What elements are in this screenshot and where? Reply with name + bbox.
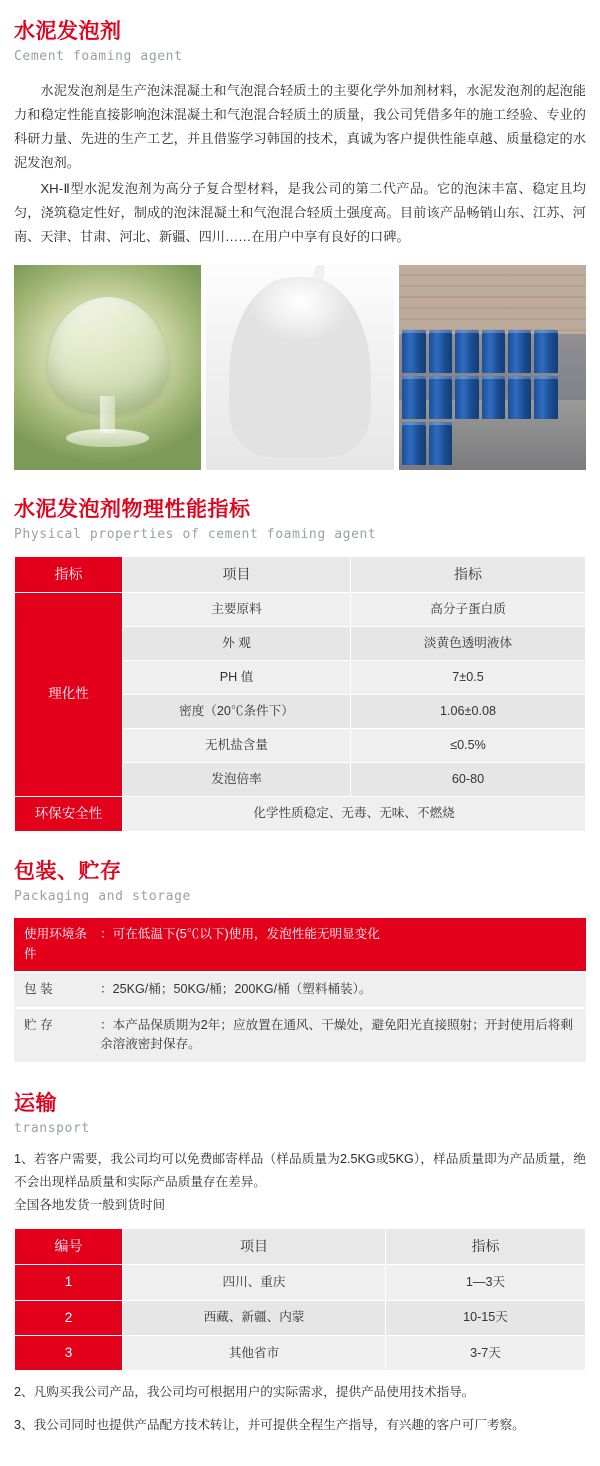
cell-region: 四川、重庆 — [123, 1265, 386, 1300]
barrel — [429, 330, 452, 373]
table-header-row — [15, 557, 586, 593]
header-cell-item: 项目 — [123, 557, 351, 593]
cell-value: 高分子蛋白质 — [351, 593, 586, 627]
cell-item: 无机盐含量 — [123, 728, 351, 762]
physical-properties-table-wrap — [14, 556, 586, 832]
cell-value: 1.06±0.08 — [351, 694, 586, 728]
barrel — [429, 376, 452, 419]
physical-properties-title: 水泥发泡剂物理性能指标 — [14, 497, 251, 521]
intro-paragraph-2: XH-Ⅱ型水泥发泡剂为高分子复合型材料，是我公司的第二代产品。它的泡沫丰富、稳定且均匀，浇筑稳定性好，制成的泡沫混凝土和气泡混合轻质土强度高。目前该产品畅销山东、江苏、河南、天津、甘肃、河北、新疆、四川……在用户中享有良好的口碑。 — [14, 180, 586, 244]
barrel — [455, 330, 478, 373]
cell-value: 60-80 — [351, 762, 586, 796]
cell-value: ≤0.5% — [351, 728, 586, 762]
photo-white-foam — [206, 265, 393, 470]
table-row — [15, 1300, 586, 1335]
photo-blue-barrels-warehouse — [399, 265, 586, 470]
transport-section — [0, 1090, 600, 1437]
cell-item: 发泡倍率 — [123, 762, 351, 796]
foam-mound-shape — [229, 277, 371, 457]
cell-duration: 1—3天 — [386, 1265, 586, 1300]
barrel — [402, 330, 425, 373]
barrel — [534, 376, 557, 419]
transport-note-3: 2、凡购买我公司产品，我公司均可根据用户的实际需求，提供产品使用技术指导。 — [14, 1385, 475, 1400]
cell-number: 3 — [15, 1335, 123, 1370]
packaging-rows — [14, 918, 586, 1064]
page-title-english: Cement foaming agent — [14, 49, 183, 65]
barrel — [402, 376, 425, 419]
barrel — [508, 376, 531, 419]
packaging-row-package — [14, 973, 586, 1009]
product-photo-strip — [0, 265, 600, 470]
packaging-text-package: ：25KG/桶；50KG/桶；200KG/桶（塑料桶装）。 — [100, 982, 372, 997]
barrel — [429, 422, 452, 465]
packaging-title: 包装、贮存 — [14, 859, 122, 883]
footer-value-environmental-safety: 化学性质稳定、无毒、无味、不燃烧 — [123, 796, 586, 831]
packaging-row-storage — [14, 1009, 586, 1064]
packaging-text-storage: ：本产品保质期为2年；应放置在通风、干燥处，避免阳光直接照射；开封使用后将剩余溶液密封保存。 — [100, 1017, 573, 1052]
packaging-title-english: Packaging and storage — [14, 889, 191, 905]
cell-value: 淡黄色透明液体 — [351, 627, 586, 661]
intro-paragraph-1: 水泥发泡剂是生产泡沫混凝土和气泡混合轻质土的主要化学外加剂材料，水泥发泡剂的起泡能力和稳定性能直接影响泡沫混凝土和气泡混合轻质土的质量，我公司凭借多年的施工经验、专业的科研力量、先进的生产工艺，并且借鉴学习韩国的技术，真诚为客户提供性能卓越、质量稳定的水泥发泡剂。 — [14, 82, 586, 170]
transport-table-wrap — [14, 1228, 586, 1371]
transport-title-english: transport — [14, 1121, 90, 1137]
glass-stem-shape — [100, 396, 115, 433]
packaging-section — [0, 858, 600, 1064]
header-cell-region: 项目 — [123, 1229, 386, 1265]
transport-note-1: 1、若客户需要，我公司均可以免费邮寄样品（样品质量为2.5KG或5KG），样品质量即为产品质量，绝不会出现样品质量和实际产品质量存在差异。 — [14, 1152, 586, 1190]
cell-region: 西藏、新疆、内蒙 — [123, 1300, 386, 1335]
cell-duration: 3-7天 — [386, 1335, 586, 1370]
transport-table — [14, 1228, 586, 1371]
cell-item: PH 值 — [123, 660, 351, 694]
transport-note-4: 3、我公司同时也提供产品配方技术转让，并可提供全程生产指导，有兴趣的客户可厂考察。 — [14, 1417, 525, 1432]
glass-base-shape — [66, 429, 148, 447]
cell-duration: 10-15天 — [386, 1300, 586, 1335]
transport-title: 运输 — [14, 1091, 57, 1115]
physical-properties-section — [0, 496, 600, 832]
packaging-label-package: 包 装 — [24, 982, 53, 997]
footer-label-environmental-safety: 环保安全性 — [15, 796, 123, 831]
physical-properties-title-english: Physical properties of cement foaming agent — [14, 526, 377, 542]
barrel — [455, 376, 478, 419]
physical-properties-table — [14, 556, 586, 832]
cell-item: 主要原料 — [123, 593, 351, 627]
page-title: 水泥发泡剂 — [14, 20, 122, 43]
cell-number: 1 — [15, 1265, 123, 1300]
cell-number: 2 — [15, 1300, 123, 1335]
product-title-block — [0, 0, 600, 67]
group-label-physicochemical: 理化性 — [15, 593, 123, 796]
barrel — [534, 330, 557, 373]
barrel — [482, 330, 505, 373]
cell-region: 其他省市 — [123, 1335, 386, 1370]
cell-item: 外 观 — [123, 627, 351, 661]
cell-item: 密度（20℃条件下） — [123, 694, 351, 728]
header-cell-duration: 指标 — [386, 1229, 586, 1265]
barrel — [482, 376, 505, 419]
table-row — [15, 1335, 586, 1370]
barrel — [402, 422, 425, 465]
table-row — [15, 593, 586, 627]
cell-value: 7±0.5 — [351, 660, 586, 694]
table-header-row — [15, 1229, 586, 1265]
header-cell-value: 指标 — [351, 557, 586, 593]
spacer — [0, 1436, 600, 1466]
transport-note-2: 全国各地发货一般到货时间 — [14, 1197, 166, 1212]
packaging-label-storage: 贮 存 — [24, 1017, 53, 1032]
spacer — [0, 470, 600, 496]
header-cell-indicator: 指标 — [15, 557, 123, 593]
spacer — [0, 832, 600, 858]
packaging-row-conditions — [14, 918, 586, 973]
spacer — [0, 1064, 600, 1090]
header-cell-number: 编号 — [15, 1229, 123, 1265]
barrel — [508, 330, 531, 373]
photo-liquid-in-glass-dish — [14, 265, 201, 470]
table-footer-row — [15, 796, 586, 831]
packaging-label-conditions: 使用环境条件 — [24, 927, 87, 961]
barrel-group — [402, 330, 582, 433]
table-row — [15, 1265, 586, 1300]
intro-paragraphs — [0, 79, 600, 249]
warehouse-wall — [399, 265, 586, 335]
packaging-text-conditions: ：可在低温下(5℃以下)使用，发泡性能无明显变化 — [100, 927, 380, 942]
